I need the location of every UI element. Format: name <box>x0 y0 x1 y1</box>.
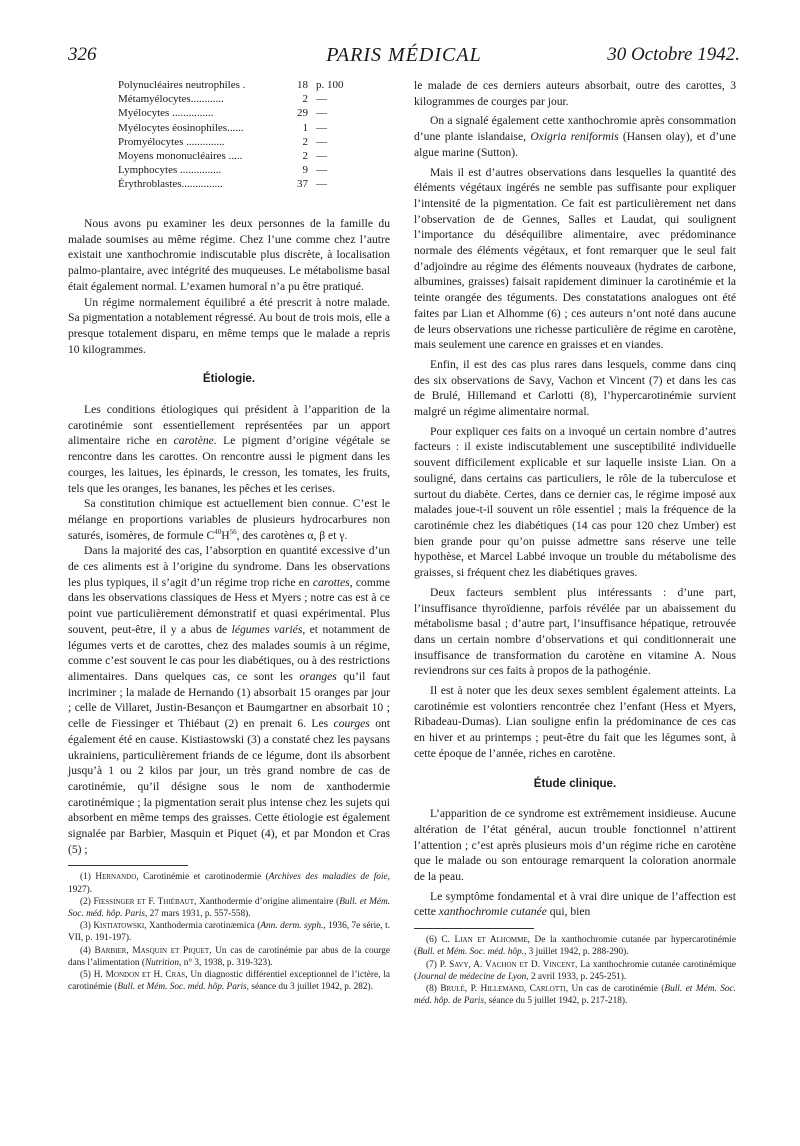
footnote: (5) H. Mondon et H. Cras, Un diagnostic différentiel exceptionnel de l’ictère, la carotinémie (Bull. et Mém. Soc. méd. hôp. Paris, séance du 3 juillet 1942, p. 282). <box>68 970 390 993</box>
table-row <box>118 121 356 135</box>
paragraph: Nous avons pu examiner les deux personnes de la famille du malade soumises au même régime. Chez l’une comme chez l’autre existait une xanthochromie indiscutable plus discrète, à localisation palmo-plantaire, avec intégrité des muqueuses. Le métabolisme basal était également normal. L’examen humoral n’a pu être pratiqué. <box>68 217 390 293</box>
table-cell-value: 9 <box>302 164 308 177</box>
footnote: (7) P. Savy, A. Vachon et D. Vincent, La xanthochromie cutanée carotinémique (Journal de médecine de Lyon, 2 avril 1933, p. 245-251). <box>414 959 736 982</box>
paragraph: Dans la majorité des cas, l’absorption en quantité excessive d’un de ces aliments est à l’origine du syndrome. Dans les observations les plus typiques, il s’agit d’un régime trop riche en carottes, comme dans les observations classiques de Hess et Myers ; notre cas est à ce point vue particulièrement démonstratif et quasi expérimental. Plus souvent, peut-être, il y a abus de légumes variés, et notamment de légumes verts et de carottes, chez des malades soumis à un régime, comme c’est souvent le cas pour les diabétiques, ou à des restrictions alimentaires. Dans quelques cas, ce sont les oranges qu’il faut incriminer ; la malade de Hernando (1) absorbait 15 oranges par jour ; celle de Villaret, Justin-Besançon et Baumgartner en absorbait 10 ; celle de Fiessinger et Thiébaut (2) en prenait 6. Les courges ont également été en cause. Kistiastowski (3) a constaté chez les paysans ukrainiens, particulièrement friands de ce légume, dont ils absorbent jusqu’à 1 ou 2 kilos par jour, un très grand nombre de cas de carotinémie, qu’il désigne sous le nom de xanthodermie carotinémique ; la pigmentation serait plus intense chez les sujets qui absorbent en même temps des graisses. Cette étiologie est également signalée par Barbier, Masquin et Piquet (4), et par Mondon et Cras (5) ; <box>68 544 391 856</box>
paragraph: Pour expliquer ces faits on a invoqué un certain nombre d’autres facteurs : il existe indiscutablement une susceptibilité individuelle souvent difficilement explicable et sur laquelle insiste Lian. On a souligné, dans certains cas particuliers, le rôle de la tuberculose et surtout du diabète. Certes, dans ce dernier cas, le régime imposé aux malades joue-t-il souvent un rôle essentiel ; mais la fréquence de la carotinémie chez les diabétiques (14 cas pour 120 chez Umber) est bien grande pour qu’on puisse admettre sans réserve une telle hypothèse, et Marcel Labbé invoque un trouble du métabolisme des graisses, si fréquent chez les diabétiques graves. <box>414 424 736 580</box>
table-cell-unit: — <box>316 107 327 120</box>
table-cell-name: Érythroblastes............... <box>118 178 223 191</box>
page-header <box>68 44 740 72</box>
left-column <box>68 78 390 993</box>
paragraph: Il est à noter que les deux sexes semblent également atteints. La carotinémie est volontiers rencontrée chez l’enfant (Hess et Myers, Ribadeau-Dumas). Lian souligne enfin la prédominance de ces cas en hiver et au printemps ; peut-être du fait que les légumes sont, à cette époque de l’année, riches en carotène. <box>414 684 736 760</box>
table-cell-name: Moyens mononucléaires ..... <box>118 150 243 163</box>
table-cell-value: 29 <box>297 107 308 120</box>
table-row <box>118 177 356 191</box>
issue-date: 30 Octobre 1942. <box>607 44 740 65</box>
table-row <box>118 163 356 177</box>
footnote: (8) Brulé, P. Hillemand, Carlotti, Un cas de carotinémie (Bull. et Mém. Soc. méd. hôp. de Paris, séance du 5 juillet 1942, p. 217-218). <box>414 983 736 1007</box>
section-heading-etiologie: Étiologie. <box>202 372 256 386</box>
footnote: (4) Barbier, Masquin et Piquet, Un cas de carotinémie par abus de la courge dans l’alimentation (Nutrition, n° 3, 1938, p. 319-323). <box>68 945 391 968</box>
footnotes-left <box>68 871 390 993</box>
footnote: (6) C. Lian et Alhomme, De la xanthochromie cutanée par hypercarotinémie (Bull. et Mém. Soc. méd. hôp., 3 juillet 1942, p. 288-290). <box>414 935 736 958</box>
footnote-rule <box>68 865 188 866</box>
table-cell-unit: — <box>316 164 327 177</box>
table-cell-value: 1 <box>302 121 308 134</box>
table-cell-value: 2 <box>302 150 308 163</box>
table-cell-name: Polynucléaires neutrophiles . <box>118 79 246 91</box>
table-cell-unit: — <box>316 121 327 134</box>
paragraph: Deux facteurs semblent plus intéressants : d’une part, l’insuffisance thyroïdienne, parfois révélée par un abaissement du métabolisme basal ; d’autre part, l’insuffisance hépatique, retrouvée dans un certain nombre d’observations et qui conditionnerait une insuffisance de transformation du carotène en vitamine A. Nous reviendrons sur ces faits à propos de la pathogénie. <box>414 585 736 678</box>
table-cell-unit: — <box>316 178 327 191</box>
table-cell-value: 2 <box>302 93 308 106</box>
table-row <box>118 149 356 163</box>
paragraph: Un régime normalement équilibré a été prescrit à notre malade. Sa pigmentation a notablement régressé. Au bout de trois mois, elle a presque totalement disparu, en même temps que le malade a repris 10 kilogrammes. <box>68 295 390 356</box>
table-row <box>118 92 356 106</box>
table-cell-value: 18 <box>297 79 308 91</box>
table-cell-unit: — <box>316 150 327 163</box>
table-row <box>118 106 356 120</box>
paragraph: Sa constitution chimique est actuellement bien connue. C’est le mélange en proportions variables de plusieurs hydrocarbures non saturés, isomères, de formule $C^{40}H^{56}$, des carotènes α, β et γ. <box>68 497 390 542</box>
journal-title: PARIS MÉDICAL <box>326 44 482 66</box>
paragraph: le malade de ces derniers auteurs absorbait, outre des carottes, 3 kilogrammes de courges par jour. <box>414 79 736 108</box>
table-row <box>118 78 356 92</box>
table-cell-name: Myélocytes éosinophiles...... <box>118 121 244 134</box>
table-cell-name: Métamyélocytes............ <box>118 93 224 106</box>
table-cell-name: Promyélocytes .............. <box>118 135 225 148</box>
section-heading-etude-clinique: Étude clinique. <box>533 776 617 790</box>
table-cell-unit: — <box>316 93 327 106</box>
paragraph: L’apparition de ce syndrome est extrêmement insidieuse. Aucune altération de l’état général, aucun trouble fonctionnel n’attirent l’attention ; c’est après plusieurs mois d’un régime riche en carotène que le malade ou son entourage remarquent la coloration anormale de la peau. <box>414 807 736 884</box>
paragraph: Le symptôme fondamental et à vrai dire unique de l’affection est cette xanthochromie cutanée qui, bien <box>414 889 736 919</box>
footnote: (1) Hernando, Carotinémie et carotinodermie (Archives des maladies de foie, 1927). <box>68 872 390 895</box>
table-cell-unit: — <box>316 135 327 148</box>
paragraph: Les conditions étiologiques qui président à l’apparition de la carotinémie sont essentiellement représentées par un apport alimentaire riche en carotène. Le pigment d’origine végétale se rencontre dans les carottes. On rencontre aussi le pigment dans les courges, les laitues, les épinards, le cresson, les tomates, les fruits, tels que les oranges, les bananes, les pêches et les cerises. <box>68 403 391 495</box>
right-column <box>414 78 736 1007</box>
page-number: 326 <box>68 44 97 65</box>
table-row <box>118 135 356 149</box>
footnote: (2) Fiessinger et F. Thiébaut, Xanthodermie d’origine alimentaire (Bull. et Mém. Soc. méd. hôp. Paris, 27 mars 1931, p. 557-558). <box>68 896 390 920</box>
paragraph: On a signalé également cette xanthochromie après consommation d’une plante islandaise, Oxigria reniformis (Hansen olay), et d’une algue marine (Sutton). <box>414 114 736 159</box>
table-cell-value: 37 <box>297 178 308 191</box>
footnote-rule <box>414 928 534 929</box>
paragraph: Enfin, il est des cas plus rares dans lesquels, comme dans cinq des six observations de Savy, Vachon et Vincent (7) et dans les cas de Brulé, Hillemand et Carlotti (8), l’hypercarotinémie survient malgré un régime alimentaire normal. <box>414 357 736 419</box>
footnotes-right <box>414 934 736 1007</box>
table-cell-value: 2 <box>302 135 308 148</box>
paragraph: Mais il est d’autres observations dans lesquelles la quantité des éléments végétaux ingérés ne semble pas suffisante pour expliquer l’intensité de la pigmentation. Ce fait est particulièrement net dans l’observation de de Gennes, Salles et Laudat, qui soulignent l’importance du déséquilibre alimentaire, avec prédominance normale des éléments végétaux, et font remarquer que le seul fait d’adjoindre au régime des éléments nouveaux (hydrates de carbone, albumines, graisses) faisait rapidement diminuer la carotinémie et la teinte orangée des téguments. Des constatations analogues ont été faites par Lian et Alhomme (6) ; ces auteurs n’ont noté dans aucune de leurs observations une richesse particulière de régime en carotène, mais seulement une carence en graisses et en viandes. <box>414 165 736 352</box>
table-cell-name: Myélocytes ............... <box>118 107 214 120</box>
table-cell-unit: p. 100 <box>316 79 344 91</box>
footnote: (3) Kistiatowski, Xanthodermia carotinæmica (Ann. derm. syph., 1936, 7e série, t. VII, p. 191-197). <box>68 921 390 944</box>
blood-formula-table <box>118 78 356 192</box>
table-cell-name: Lymphocytes ............... <box>118 164 222 177</box>
